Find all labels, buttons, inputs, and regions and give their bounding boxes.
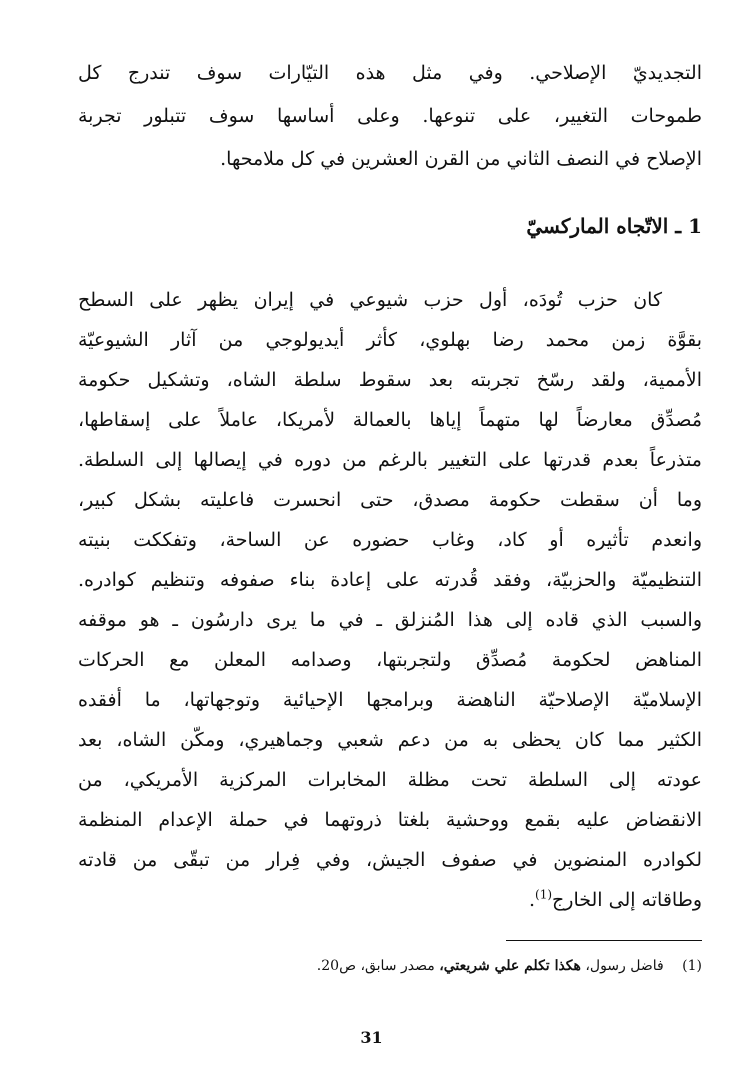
body-line-10: المناهض لحكومة مُصدِّق ولتجربتها، وصدامه المعلن مع الحركات <box>78 649 702 671</box>
body-line-16-text: وطاقاته إلى الخارج <box>552 889 702 911</box>
intro-line-3: الإصلاح في النصف الثاني من القرن العشرين في كل ملامحها. <box>220 148 702 170</box>
body-line-13: عودته إلى السلطة تحت مظلة المخابرات المركزية الأمريكي، من <box>78 769 702 791</box>
body-line-3: الأممية، ولقد رسّخ تجربته بعد سقوط سلطة الشاه، وتشكيل حكومة <box>78 369 702 391</box>
body-line-11: الإسلاميّة الإصلاحيّة الناهضة وبرامجها الإحيائية وتوجهاتها، ما أفقده <box>78 689 702 711</box>
footnote-separator <box>506 940 702 941</box>
body-line-14: الانقضاض عليه بقمع ووحشية بلغتا ذروتهما في حملة الإعدام المنظمة <box>78 809 702 831</box>
footnote-reference: (1) <box>535 887 553 902</box>
footnote-title: هكذا تكلم علي شريعتي، <box>439 958 581 974</box>
body-line-15: لكوادره المنضوين في صفوف الجيش، وفي فِرار من تبقّى من قادته <box>78 849 702 871</box>
page-number: 31 <box>360 1028 383 1047</box>
intro-line-2: طموحات التغيير، على تنوعها. وعلى أساسها سوف تتبلور تجربة <box>78 105 702 127</box>
footnote-number: (1) <box>682 958 702 974</box>
body-line-5: متذرعاً بعدم قدرتها على التغيير بالرغم من دوره في إيصالها إلى السلطة. <box>78 449 702 471</box>
body-line-4: مُصدِّق معارضاً لها متهماً إياها بالعمالة لأمريكا، عاملاً على إسقاطها، <box>78 409 702 431</box>
footnote-source: مصدر سابق، ص20. <box>316 958 435 974</box>
body-line-1 <box>78 280 702 320</box>
body-line-2: بقوَّة زمن محمد رضا بهلوي، كأثر أيديولوجي من آثار الشيوعيّة <box>78 329 702 351</box>
body-line-7: وانعدم تأثيره أو كاد، وغاب حضوره عن الساحة، وتفككت بنيته <box>78 529 702 551</box>
body-line-12: الكثير مما كان يحظى به من دعم شعبي وجماهيري، ومكّن الشاه، بعد <box>78 729 702 751</box>
body-line-6: وما أن سقطت حكومة مصدق، حتى انحسرت فاعليته بشكل كبير، <box>78 489 702 511</box>
footnote <box>317 954 702 978</box>
footnote-author: فاضل رسول، <box>585 958 664 974</box>
body-line-9: والسبب الذي قاده إلى هذا المُنزلق ـ في ما يرى دارسُون ـ هو موقفه <box>78 609 702 631</box>
intro-line-1: التجديديّ الإصلاحي. وفي مثل هذه التيّارات سوف تندرج كل <box>78 62 702 84</box>
body-line-16 <box>78 880 702 920</box>
section-heading: 1 ـ الاتّجاه الماركسيّ <box>526 214 702 238</box>
final-period: . <box>528 889 535 911</box>
body-line-1-text: كان حزب تُودَه، أول حزب شيوعي في إيران يظهر على السطح <box>78 289 662 311</box>
body-line-8: التنظيميّة والحزبيّة، وفقد قُدرته على إعادة بناء صفوفه وتنظيم كوادره. <box>78 569 702 591</box>
